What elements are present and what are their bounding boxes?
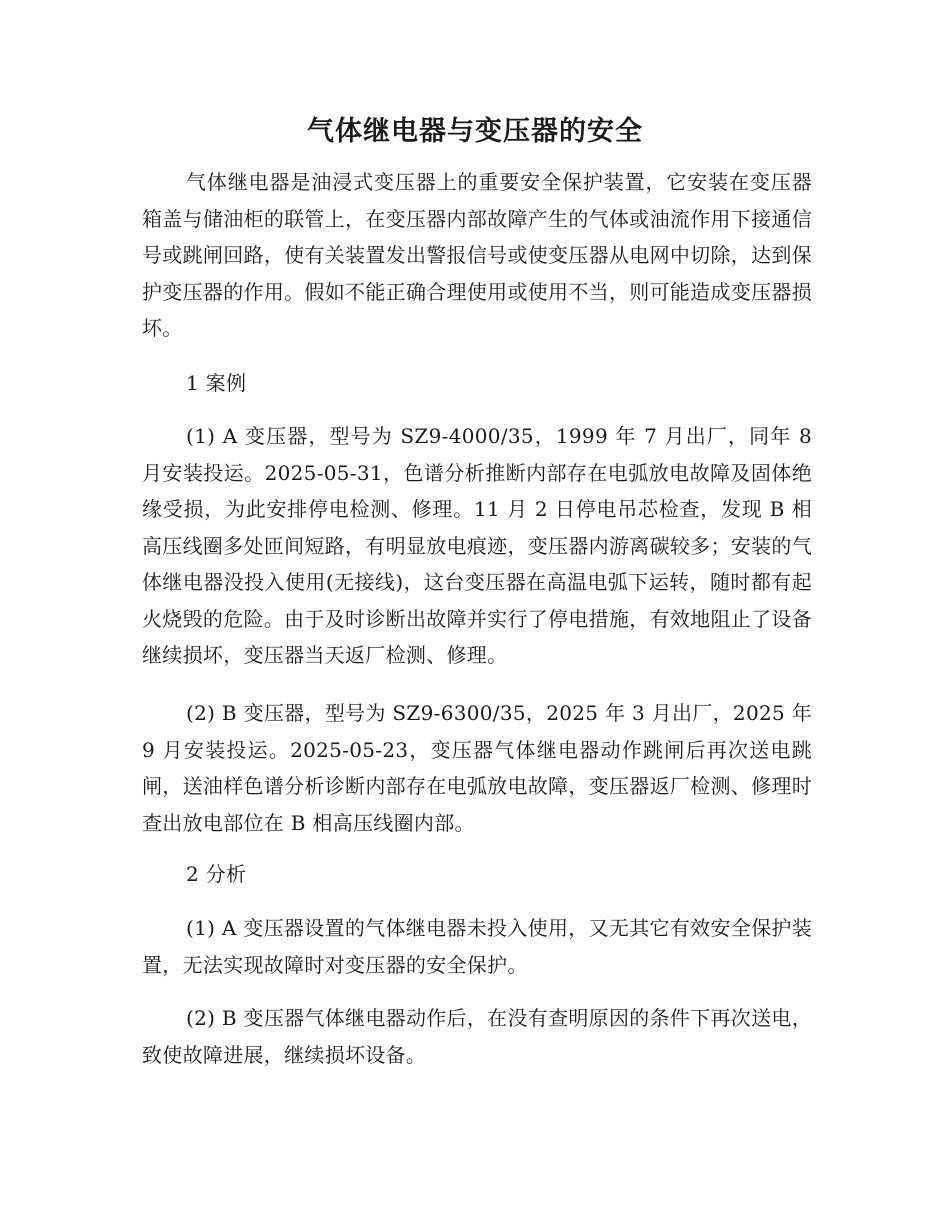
section-1-heading: 1 案例	[186, 371, 247, 395]
analysis-a-paragraph: (1) A 变压器设置的气体继电器未投入使用，又无其它有效安全保护装置，无法实现故障时对变压器的安全保护。	[142, 916, 812, 977]
case-b-paragraph: (2) B 变压器，型号为 SZ9-6300/35，2025 年 3 月出厂，2025 年 9 月安装投运。2025-05-23，变压器气体继电器动作跳闸后再次送电跳闸，送油样色谱分析诊断内部存在电弧放电故障，变压器返厂检测、修理时查出放电部位在 B 相高压线圈内部。	[142, 701, 812, 835]
case-a-paragraph: (1) A 变压器，型号为 SZ9-4000/35，1999 年 7 月出厂，同年 8 月安装投运。2025-05-31，色谱分析推断内部存在电弧放电故障及固体绝缘受损，为此安排停电检测、修理。11 月 2 日停电吊芯检查，发现 B 相高压线圈多处匝间短路，有明显放电痕迹，变压器内游离碳较多；安装的气体继电器没投入使用(无接线)，这台变压器在高温电弧下运转，随时都有起火烧毁的危险。由于及时诊断出故障并实行了停电措施，有效地阻止了设备继续损坏，变压器当天返厂检测、修理。	[142, 424, 812, 667]
intro-paragraph: 气体继电器是油浸式变压器上的重要安全保护装置，它安装在变压器箱盖与储油柜的联管上，在变压器内部故障产生的气体或油流作用下接通信号或跳闸回路，使有关装置发出警报信号或使变压器从电网中切除，达到保护变压器的作用。假如不能正确合理使用或使用不当，则可能造成变压器损坏。	[142, 170, 812, 340]
section-2-heading: 2 分析	[186, 862, 247, 886]
document-title: 气体继电器与变压器的安全	[307, 116, 643, 147]
analysis-b-paragraph: (2) B 变压器气体继电器动作后，在没有查明原因的条件下再次送电，致使故障进展，继续损坏设备。	[142, 1006, 812, 1067]
